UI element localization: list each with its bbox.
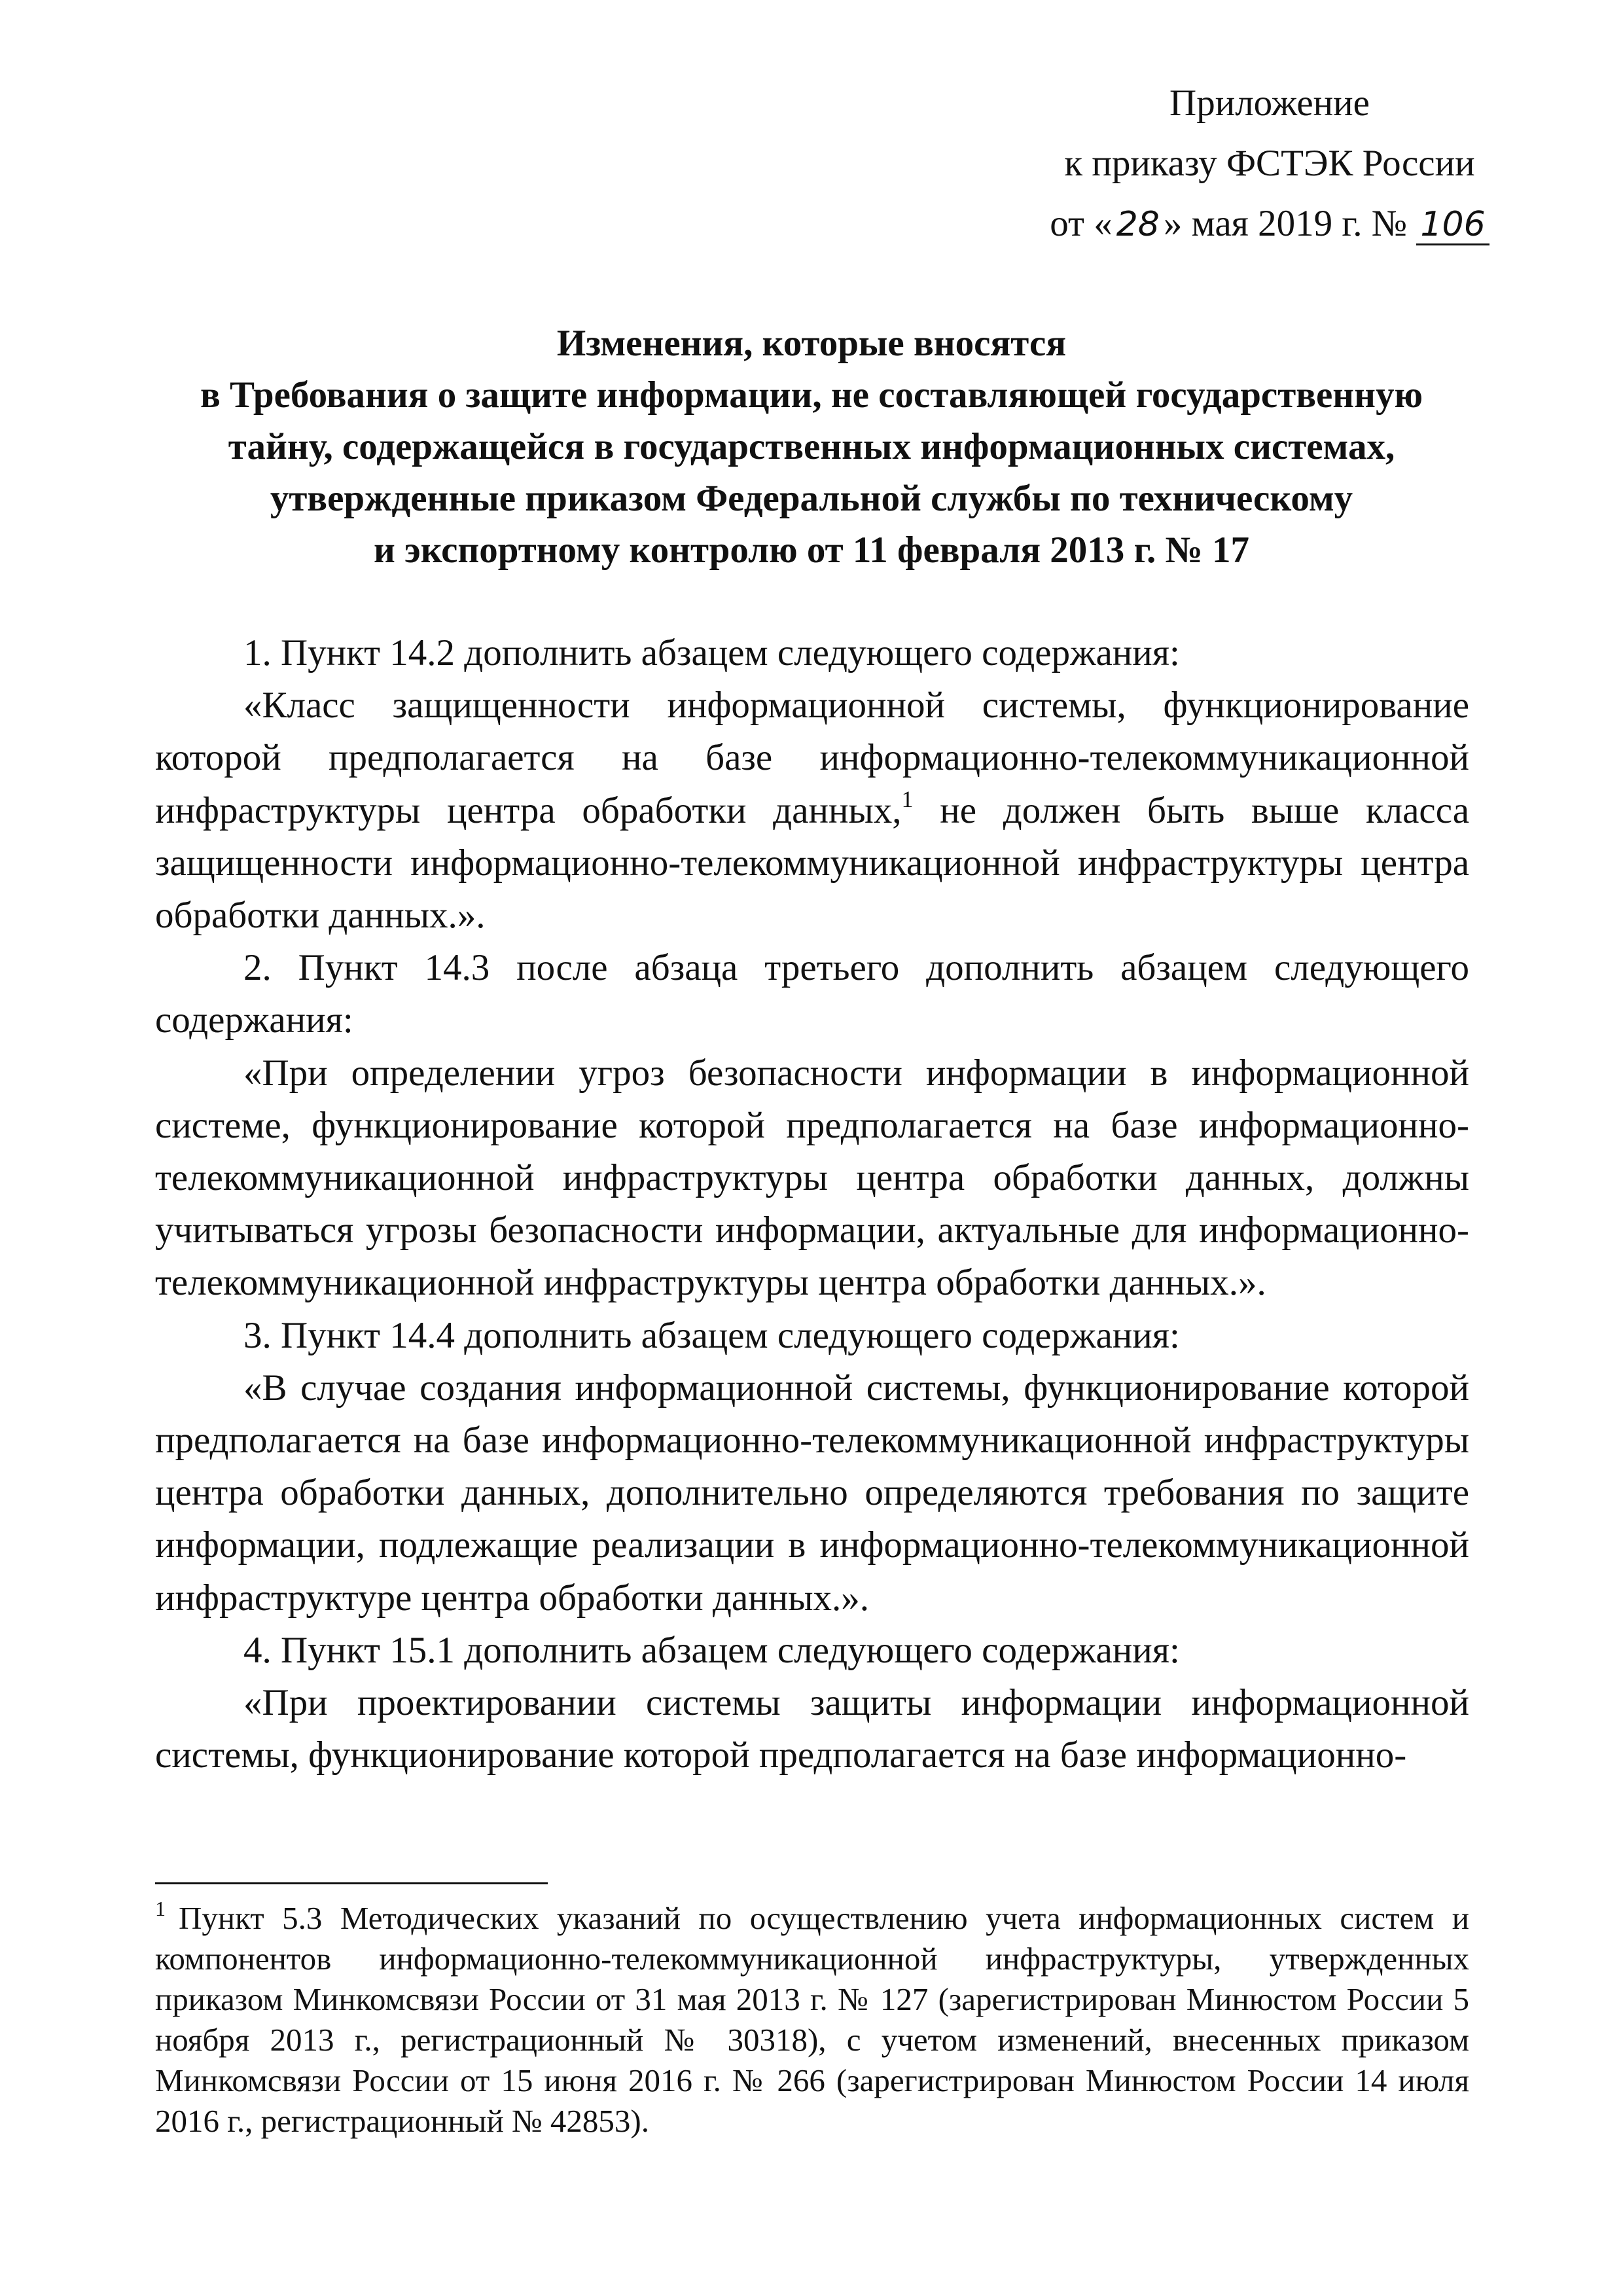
item-1-quote-continuation: не должен быть выше класса защищенности информационно-телекоммуникационной инфраструктуры центра обработки данных.». bbox=[155, 789, 1469, 937]
item-3: 3. Пункт 14.4 дополнить абзацем следующего содержания: bbox=[243, 1314, 1180, 1356]
date-prefix: от « bbox=[1050, 203, 1113, 244]
document-title bbox=[154, 317, 1469, 576]
approval-header bbox=[1021, 73, 1518, 255]
date-middle: » мая 2019 г. № bbox=[1163, 203, 1408, 244]
header-appendix-label: Приложение bbox=[1169, 82, 1370, 124]
item-4-quote: «При проектировании системы защиты информации информационной системы, функционирование которой предполагается на базе информационно- bbox=[155, 1682, 1469, 1776]
item-2-quote: «При определении угроз безопасности информации в информационной системе, функционирование которой предполагается на базе информационно-телекоммуникационной инфраструктуры центра обработки данных, должны учитываться угрозы безопасности информации, актуальные для информационно-телекоммуникационной инфраструктуры центра обработки данных.». bbox=[155, 1052, 1469, 1304]
footnote bbox=[155, 1898, 1469, 2142]
header-date-line bbox=[1021, 194, 1518, 255]
item-3-quote: «В случае создания информационной системы, функционирование которой предполагается на базе информационно-телекоммуникационной инфраструктуры центра обработки данных, дополнительно определяются требования по защите информации, подлежащие реализации в информационно-телекоммуникационной инфраструктуре центра обработки данных.». bbox=[155, 1367, 1469, 1619]
header-order-reference: к приказу ФСТЭК России bbox=[1064, 143, 1475, 184]
title-line-1: Изменения, которые вносятся bbox=[556, 323, 1067, 364]
item-2: 2. Пункт 14.3 после абзаца третьего дополнить абзацем следующего содержания: bbox=[155, 947, 1469, 1041]
footnote-text: Пункт 5.3 Методических указаний по осуществлению учета информационных систем и компонентов информационно-телекоммуникационной инфраструктуры, утвержденных приказом Минкомсвязи России от 31 мая 2013 г. № 127 (зарегистрирован Минюстом России 5 ноября 2013 г., регистрационный № 30318), с учетом изменений, внесенных приказом Минкомсвязи России от 15 июня 2016 г. № 266 (зарегистрирован Минюстом России 14 июля 2016 г., регистрационный № 42853). bbox=[155, 1900, 1469, 2139]
item-1: 1. Пункт 14.2 дополнить абзацем следующего содержания: bbox=[243, 632, 1180, 673]
title-line-3: тайну, содержащейся в государственных информационных системах, bbox=[228, 426, 1395, 467]
title-line-2: в Требования о защите информации, не составляющей государственную bbox=[200, 374, 1423, 416]
title-line-5: и экспортному контролю от 11 февраля 2013 г. № 17 bbox=[373, 529, 1250, 571]
document-body bbox=[155, 627, 1469, 1782]
handwritten-order-number: 106 bbox=[1416, 194, 1489, 255]
footnote-mark: 1 bbox=[155, 1897, 166, 1920]
item-1-quote-text: «Класс защищенности информационной системы, функционирование которой предполагается на базе информационно-телекоммуникационной инфраструктуры центра обработки данных, bbox=[155, 685, 1469, 831]
footnote-reference: 1 bbox=[901, 785, 914, 812]
footnote-divider bbox=[155, 1882, 548, 1884]
title-line-4: утвержденные приказом Федеральной службы по техническому bbox=[270, 478, 1353, 519]
item-1-quote bbox=[155, 679, 1469, 942]
handwritten-day: 28 bbox=[1116, 205, 1160, 244]
item-4: 4. Пункт 15.1 дополнить абзацем следующего содержания: bbox=[243, 1629, 1180, 1671]
